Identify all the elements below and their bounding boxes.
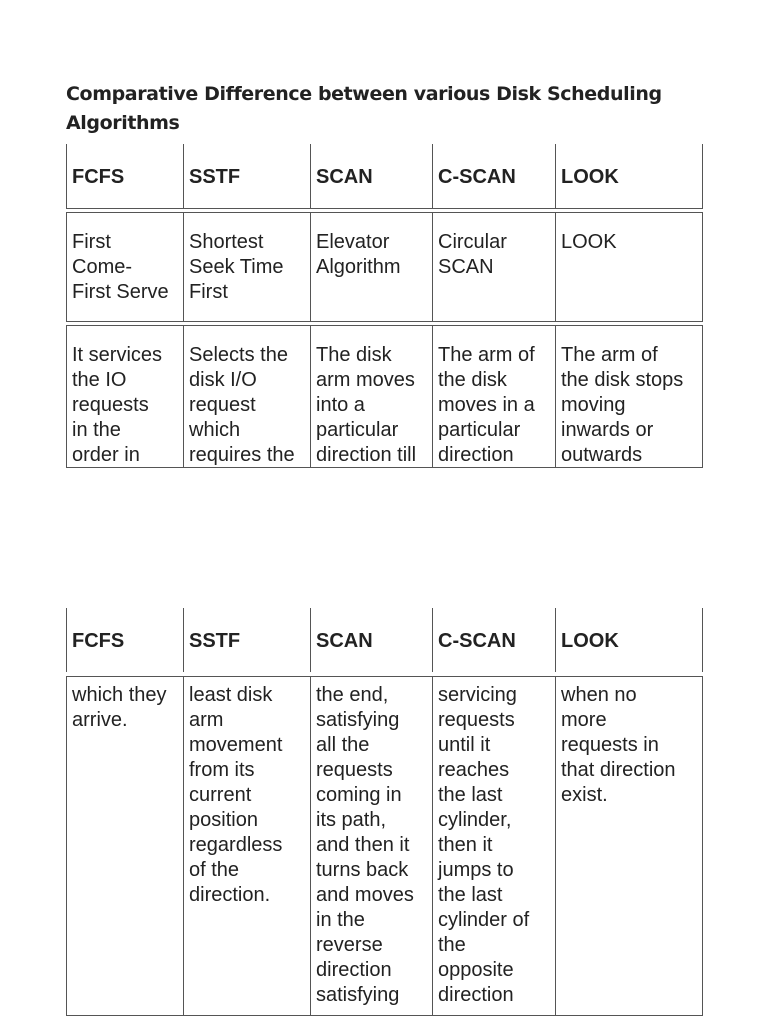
table-row	[66, 326, 703, 468]
header-fcfs: FCFS	[66, 608, 183, 672]
table-header-row	[66, 608, 703, 672]
fcfs-continuation-cell: which they arrive.	[66, 677, 183, 1015]
header-sstf: SSTF	[183, 144, 310, 208]
header-sstf: SSTF	[183, 608, 310, 672]
header-fcfs: FCFS	[66, 144, 183, 208]
scan-full-name-cell: Elevator Algorithm	[310, 213, 432, 321]
disk-scheduling-table-1	[66, 144, 703, 468]
c-scan-continuation-cell: servicing requests until it reaches the last cylinder, then it jumps to the last cylinder of the opposite direction	[432, 677, 555, 1015]
table-row	[66, 213, 703, 321]
fcfs-full-name-cell: First Come- First Serve	[66, 213, 183, 321]
fcfs-description-cell: It services the IO requests in the order in	[66, 326, 183, 467]
header-scan: SCAN	[310, 608, 432, 672]
header-c-scan: C-SCAN	[432, 608, 555, 672]
look-continuation-cell: when no more requests in that direction exist.	[555, 677, 703, 1015]
scan-description-cell: The disk arm moves into a particular direction till	[310, 326, 432, 467]
sstf-continuation-cell: least disk arm movement from its current position regardless of the direction.	[183, 677, 310, 1015]
c-scan-description-cell: The arm of the disk moves in a particular direction	[432, 326, 555, 467]
c-scan-full-name-cell: Circular SCAN	[432, 213, 555, 321]
scan-continuation-cell: the end, satisfying all the requests coming in its path, and then it turns back and moves in the reverse direction satisfying	[310, 677, 432, 1015]
disk-scheduling-table-2	[66, 608, 703, 1016]
header-scan: SCAN	[310, 144, 432, 208]
sstf-description-cell: Selects the disk I/O request which requires the	[183, 326, 310, 467]
header-look: LOOK	[555, 608, 703, 672]
look-description-cell: The arm of the disk stops moving inwards or outwards	[555, 326, 703, 467]
header-c-scan: C-SCAN	[432, 144, 555, 208]
document-title: Comparative Difference between various Disk Scheduling Algorithms	[66, 83, 662, 134]
header-look: LOOK	[555, 144, 703, 208]
look-full-name-cell: LOOK	[555, 213, 703, 321]
sstf-full-name-cell: Shortest Seek Time First	[183, 213, 310, 321]
table-header-row	[66, 144, 703, 208]
table-row	[66, 677, 703, 1016]
